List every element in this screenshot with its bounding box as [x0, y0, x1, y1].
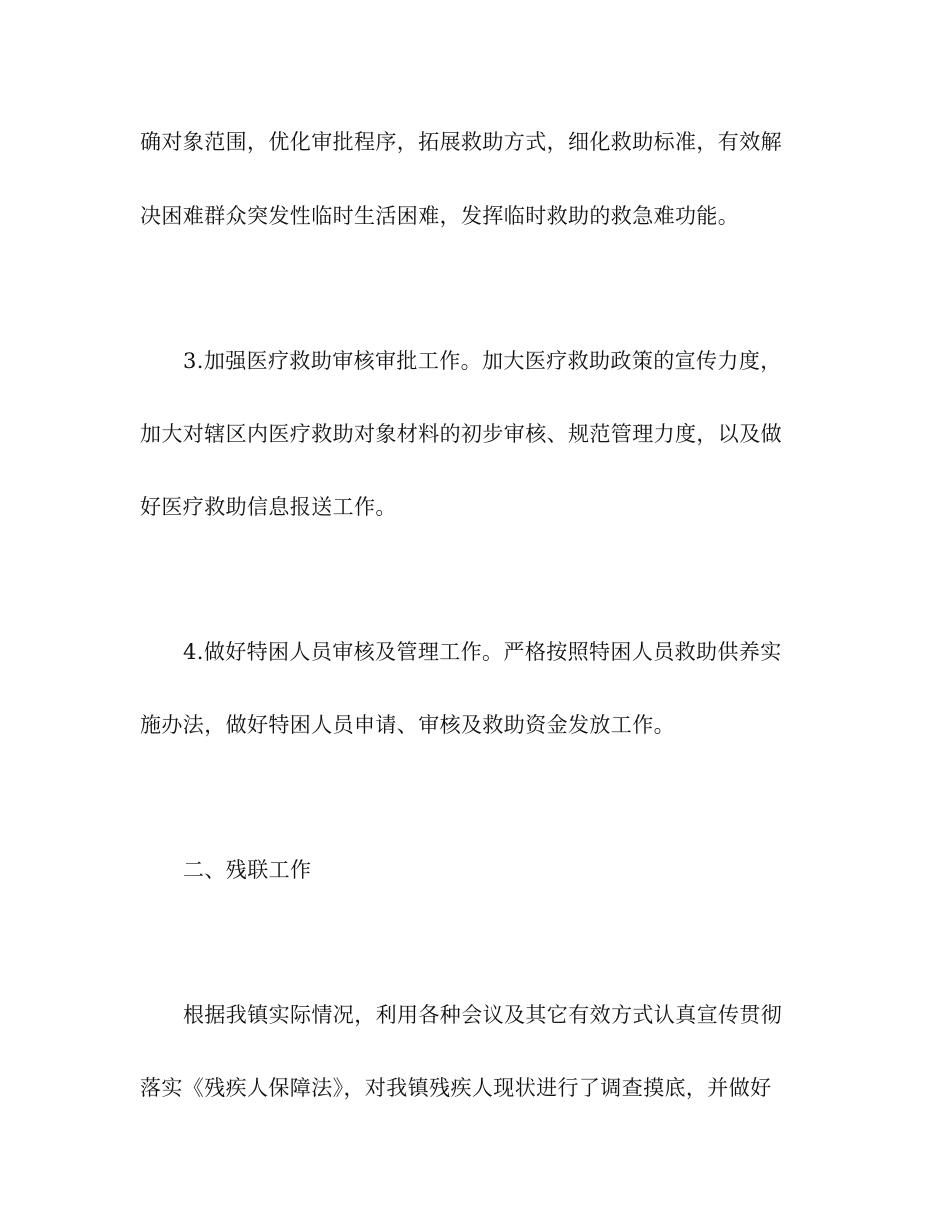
- paragraph-5-line-2: 落实《残疾人保障法》，对我镇残疾人现状进行了调查摸底，并做好: [140, 1076, 772, 1100]
- paragraph-2-line-3: 好医疗救助信息报送工作。: [140, 495, 397, 519]
- paragraph-3-line-1: 4.做好特困人员审核及管理工作。严格按照特困人员救助供养实: [183, 640, 782, 664]
- paragraph-2-line-1: 3.加强医疗救助审核审批工作。加大医疗救助政策的宣传力度，: [183, 349, 782, 373]
- section-heading: 二、残联工作: [183, 858, 312, 882]
- paragraph-1-line-2: 决困难群众突发性临时生活困难，发挥临时救助的救急难功能。: [140, 204, 740, 228]
- paragraph-5-line-1: 根据我镇实际情况，利用各种会议及其它有效方式认真宣传贯彻: [183, 1003, 783, 1027]
- paragraph-3-line-2: 施办法，做好特困人员申请、审核及救助资金发放工作。: [140, 713, 675, 737]
- paragraph-2-line-2: 加大对辖区内医疗救助对象材料的初步审核、规范管理力度，以及做: [140, 422, 782, 446]
- paragraph-1-line-1: 确对象范围，优化审批程序，拓展救助方式，细化救助标准，有效解: [140, 130, 782, 154]
